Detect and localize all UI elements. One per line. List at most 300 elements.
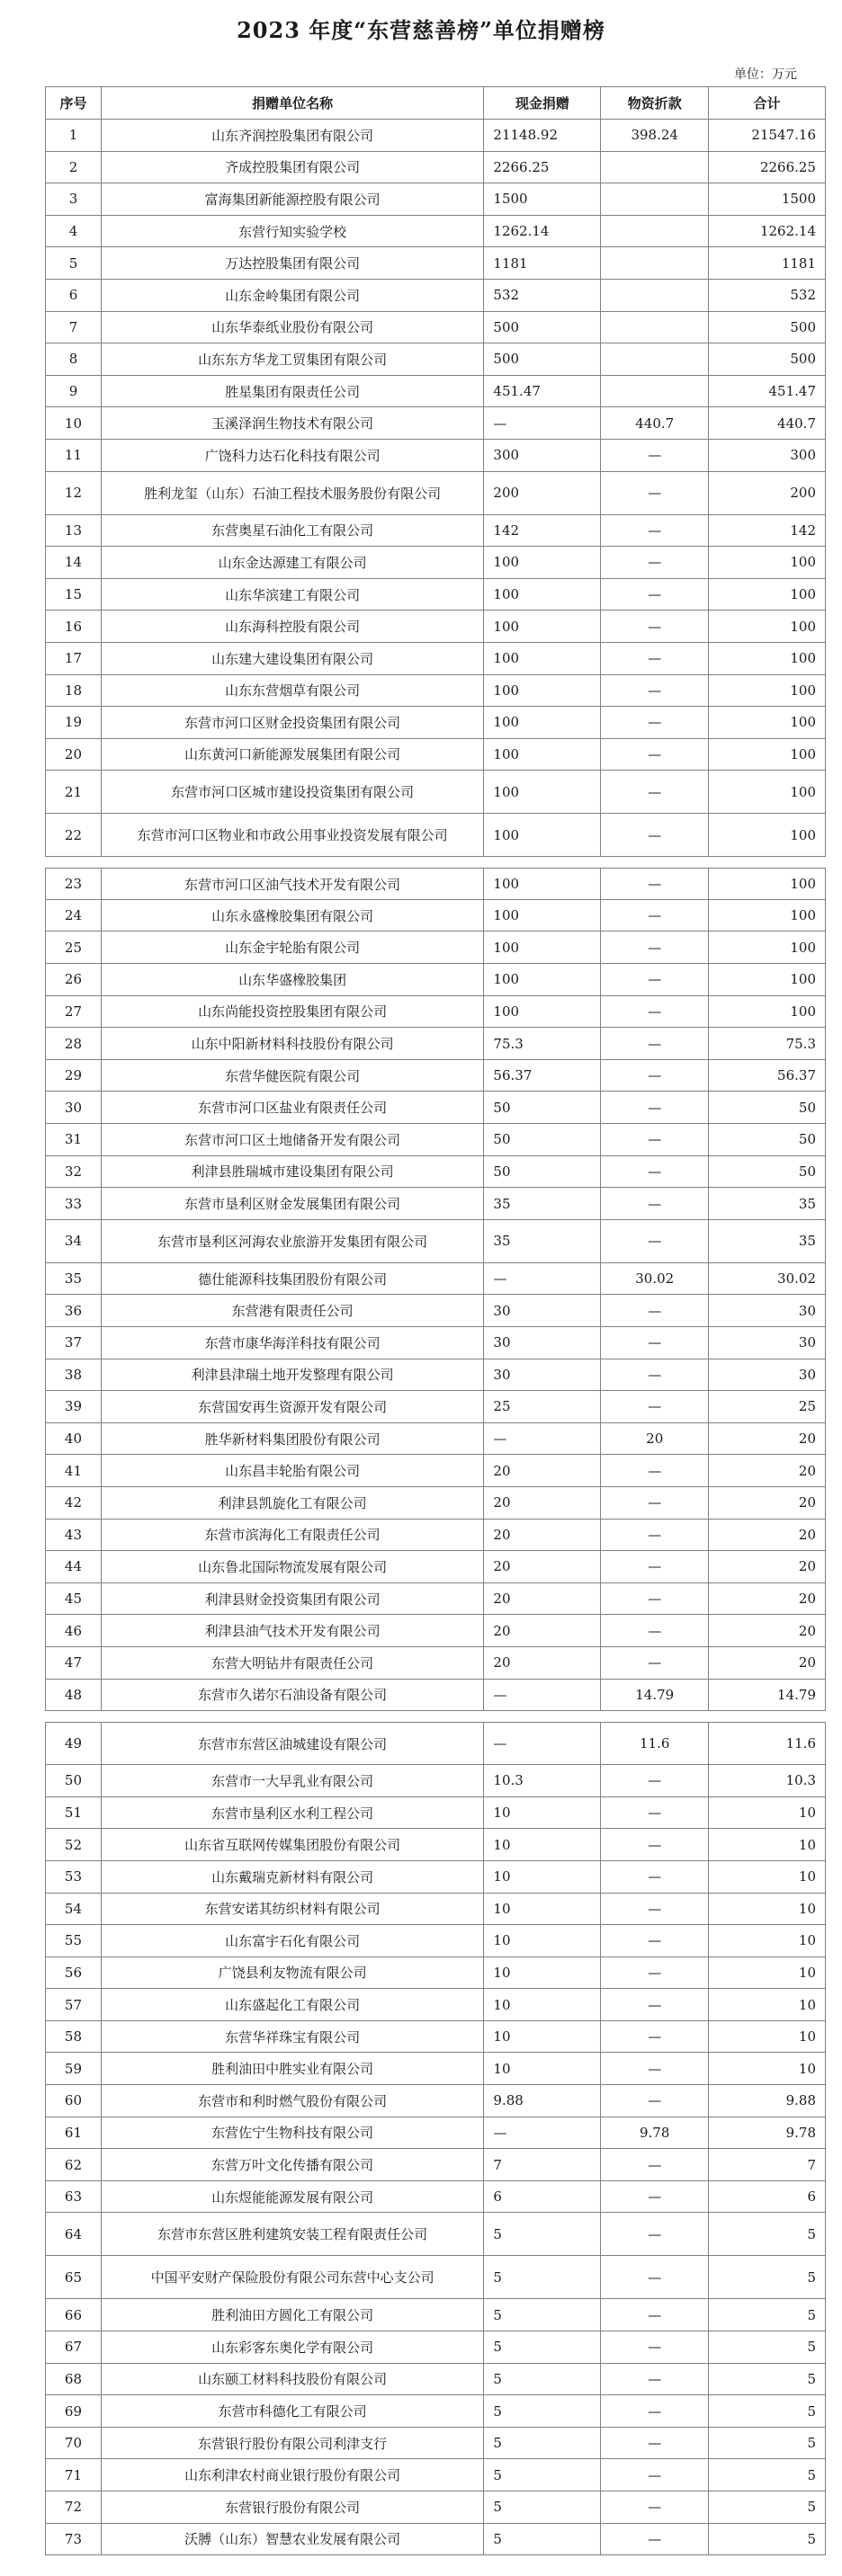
table-row — [45, 579, 826, 611]
row-total: 200 — [709, 472, 826, 514]
row-material: — — [601, 1583, 709, 1615]
table-row — [45, 1124, 826, 1156]
row-name: 东营安诺其纺织材料有限公司 — [102, 1894, 485, 1925]
table-row — [45, 1829, 826, 1861]
row-total: 75.3 — [709, 1028, 826, 1059]
row-material — [601, 183, 709, 215]
row-total: 1181 — [709, 247, 826, 279]
row-no: 55 — [46, 1925, 102, 1957]
table-row — [45, 152, 826, 184]
row-cash: 100 — [484, 900, 601, 931]
row-cash: 300 — [484, 440, 601, 471]
row-name: 富海集团新能源控股有限公司 — [102, 183, 485, 215]
row-no: 10 — [46, 407, 102, 439]
row-name: 东营市和利时燃气股份有限公司 — [102, 2085, 485, 2117]
row-cash: 75.3 — [484, 1028, 601, 1059]
row-material: — — [601, 515, 709, 547]
row-no: 11 — [46, 440, 102, 471]
row-cash: 5 — [484, 2395, 601, 2427]
row-cash: 20 — [484, 1615, 601, 1646]
row-name: 东营市一大早乳业有限公司 — [102, 1765, 485, 1796]
row-name: 山东省互联网传媒集团股份有限公司 — [102, 1829, 485, 1860]
table-row — [45, 964, 826, 996]
page-title: 2023 年度“东营慈善榜”单位捐赠榜 — [237, 17, 605, 43]
row-material: — — [601, 2524, 709, 2555]
table-row — [45, 247, 826, 280]
row-name: 沃膊（山东）智慧农业发展有限公司 — [102, 2524, 485, 2555]
row-no: 56 — [46, 1957, 102, 1989]
row-no: 59 — [46, 2053, 102, 2084]
row-no: 22 — [46, 814, 102, 856]
row-name: 东营奥星石油化工有限公司 — [102, 515, 485, 547]
row-total: 50 — [709, 1124, 826, 1155]
row-material — [601, 247, 709, 279]
row-total: 300 — [709, 440, 826, 471]
row-total: 2266.25 — [709, 152, 826, 183]
row-material: — — [601, 1220, 709, 1262]
row-cash: 7 — [484, 2149, 601, 2180]
row-cash: 1181 — [484, 247, 601, 279]
row-material: — — [601, 2459, 709, 2491]
header-cash: 现金捐赠 — [484, 87, 601, 119]
row-material: — — [601, 869, 709, 899]
row-cash: 10 — [484, 2053, 601, 2084]
table-row — [45, 2428, 826, 2460]
row-cash: 451.47 — [484, 376, 601, 407]
row-cash: 20 — [484, 1520, 601, 1551]
row-material: 11.6 — [601, 1723, 709, 1764]
table-row — [45, 1765, 826, 1797]
row-no: 41 — [46, 1455, 102, 1486]
row-total: 5 — [709, 2459, 826, 2491]
table-row — [45, 1359, 826, 1392]
row-no: 67 — [46, 2331, 102, 2363]
row-total: 100 — [709, 643, 826, 674]
row-no: 64 — [46, 2213, 102, 2255]
row-total: 5 — [709, 2364, 826, 2395]
row-name: 胜利油田中胜实业有限公司 — [102, 2053, 485, 2084]
row-no: 65 — [46, 2256, 102, 2298]
header-material: 物资折款 — [601, 87, 709, 119]
table-row — [45, 739, 826, 771]
row-no: 21 — [46, 771, 102, 813]
row-total: 5 — [709, 2395, 826, 2427]
row-no: 9 — [46, 376, 102, 407]
row-total: 25 — [709, 1391, 826, 1422]
row-name: 东营市科德化工有限公司 — [102, 2395, 485, 2427]
row-cash: 10.3 — [484, 1765, 601, 1796]
row-name: 东营市河口区物业和市政公用事业投资发展有限公司 — [102, 814, 485, 856]
row-material: — — [601, 1861, 709, 1893]
row-no: 69 — [46, 2395, 102, 2427]
row-material: 440.7 — [601, 407, 709, 439]
row-name: 东营银行股份有限公司利津支行 — [102, 2428, 485, 2459]
row-total: 10 — [709, 1894, 826, 1925]
row-cash: 35 — [484, 1220, 601, 1262]
table-row — [45, 1092, 826, 1124]
row-name: 胜利龙玺（山东）石油工程技术服务股份有限公司 — [102, 472, 485, 514]
row-no: 26 — [46, 964, 102, 995]
row-no: 48 — [46, 1680, 102, 1711]
row-no: 44 — [46, 1551, 102, 1582]
row-name: 万达控股集团有限公司 — [102, 247, 485, 279]
row-total: 30.02 — [709, 1263, 826, 1295]
row-cash: 5 — [484, 2491, 601, 2523]
row-material: — — [601, 2491, 709, 2523]
table-row — [45, 1156, 826, 1189]
table-row — [45, 280, 826, 312]
row-material — [601, 376, 709, 407]
row-cash: 20 — [484, 1551, 601, 1582]
header-name: 捐赠单位名称 — [102, 87, 485, 119]
row-material: — — [601, 739, 709, 771]
row-material: — — [601, 1092, 709, 1123]
row-material — [601, 312, 709, 343]
row-cash: 5 — [484, 2299, 601, 2331]
row-no: 32 — [46, 1156, 102, 1188]
table-row — [45, 996, 826, 1029]
row-total: 11.6 — [709, 1723, 826, 1764]
table-row — [45, 2053, 826, 2085]
row-total: 100 — [709, 707, 826, 738]
row-name: 利津县津瑞土地开发整理有限公司 — [102, 1359, 485, 1391]
row-total: 5 — [709, 2256, 826, 2298]
table-header-row — [45, 86, 826, 120]
row-no: 19 — [46, 707, 102, 738]
table-row — [45, 1551, 826, 1583]
row-material: — — [601, 1551, 709, 1582]
row-name: 齐成控股集团有限公司 — [102, 152, 485, 183]
row-cash: 532 — [484, 280, 601, 311]
table-row — [45, 2085, 826, 2117]
table-row — [45, 407, 826, 440]
row-material: — — [601, 1957, 709, 1989]
row-cash: 200 — [484, 472, 601, 514]
row-name: 东营华健医院有限公司 — [102, 1060, 485, 1092]
row-no: 52 — [46, 1829, 102, 1860]
row-no: 50 — [46, 1765, 102, 1796]
row-cash: 9.88 — [484, 2085, 601, 2117]
row-cash: 100 — [484, 579, 601, 611]
row-total: 20 — [709, 1551, 826, 1582]
row-no: 20 — [46, 739, 102, 771]
row-material: — — [601, 2053, 709, 2084]
row-material: — — [601, 1295, 709, 1326]
table-row — [45, 1188, 826, 1220]
table-row — [45, 1220, 826, 1263]
row-material — [601, 280, 709, 311]
row-name: 利津县财金投资集团有限公司 — [102, 1583, 485, 1615]
row-cash: — — [484, 1263, 601, 1295]
row-cash: 25 — [484, 1391, 601, 1422]
row-name: 山东利津农村商业银行股份有限公司 — [102, 2459, 485, 2491]
row-name: 利津县凯旋化工有限公司 — [102, 1487, 485, 1519]
row-total: 100 — [709, 579, 826, 611]
row-material — [601, 343, 709, 375]
row-cash: 30 — [484, 1359, 601, 1391]
row-total: 30 — [709, 1327, 826, 1359]
row-name: 山东东营烟草有限公司 — [102, 675, 485, 707]
row-name: 山东戴瑞克新材料有限公司 — [102, 1861, 485, 1893]
row-no: 54 — [46, 1894, 102, 1925]
table-row — [45, 643, 826, 675]
row-no: 1 — [46, 120, 102, 151]
table-row — [45, 2256, 826, 2299]
row-material: — — [601, 1391, 709, 1422]
row-cash: 30 — [484, 1295, 601, 1326]
row-material: 398.24 — [601, 120, 709, 151]
row-total: 100 — [709, 964, 826, 995]
row-no: 31 — [46, 1124, 102, 1155]
row-name: 东营市久诺尔石油设备有限公司 — [102, 1680, 485, 1711]
row-total: 100 — [709, 996, 826, 1028]
row-name: 东营市康华海洋科技有限公司 — [102, 1327, 485, 1359]
row-name: 山东中阳新材料科技股份有限公司 — [102, 1028, 485, 1059]
row-name: 山东华滨建工有限公司 — [102, 579, 485, 611]
row-name: 东营市东营区油城建设有限公司 — [102, 1723, 485, 1764]
row-total: 10.3 — [709, 1765, 826, 1796]
header-no: 序号 — [46, 87, 102, 119]
row-total: 10 — [709, 1861, 826, 1893]
row-total: 20 — [709, 1455, 826, 1486]
row-material: — — [601, 1615, 709, 1646]
row-material: — — [601, 2213, 709, 2255]
table-row — [45, 440, 826, 472]
table-row — [45, 515, 826, 548]
row-cash: 100 — [484, 611, 601, 642]
row-material: 9.78 — [601, 2117, 709, 2149]
row-material: — — [601, 1359, 709, 1391]
row-name: 东营佐宁生物科技有限公司 — [102, 2117, 485, 2149]
row-cash: 50 — [484, 1156, 601, 1188]
row-no: 46 — [46, 1615, 102, 1646]
row-total: 20 — [709, 1423, 826, 1455]
row-name: 东营港有限责任公司 — [102, 1295, 485, 1326]
row-cash: 100 — [484, 707, 601, 738]
row-no: 36 — [46, 1295, 102, 1326]
row-cash: 20 — [484, 1455, 601, 1486]
row-name: 山东盛起化工有限公司 — [102, 1989, 485, 2020]
row-name: 东营市垦利区河海农业旅游开发集团有限公司 — [102, 1220, 485, 1262]
row-cash: 5 — [484, 2256, 601, 2298]
row-material: 14.79 — [601, 1680, 709, 1711]
table-row — [45, 675, 826, 708]
row-total: 35 — [709, 1220, 826, 1262]
table-row — [45, 2149, 826, 2181]
row-no: 27 — [46, 996, 102, 1028]
row-material: — — [601, 707, 709, 738]
row-no: 43 — [46, 1520, 102, 1551]
row-name: 利津县胜瑞城市建设集团有限公司 — [102, 1156, 485, 1188]
row-total: 7 — [709, 2149, 826, 2180]
row-no: 25 — [46, 931, 102, 963]
row-material: — — [601, 931, 709, 963]
row-cash: 100 — [484, 771, 601, 813]
row-total: 100 — [709, 739, 826, 771]
row-total: 20 — [709, 1487, 826, 1519]
table-row — [45, 2364, 826, 2396]
row-no: 62 — [46, 2149, 102, 2180]
row-name: 玉溪泽润生物技术有限公司 — [102, 407, 485, 439]
row-name: 胜星集团有限责任公司 — [102, 376, 485, 407]
row-total: 5 — [709, 2428, 826, 2459]
table-row — [45, 707, 826, 739]
table-row — [45, 472, 826, 515]
row-cash: 2266.25 — [484, 152, 601, 183]
table-row — [45, 1647, 826, 1680]
row-name: 东营万叶文化传播有限公司 — [102, 2149, 485, 2180]
row-cash: 100 — [484, 814, 601, 856]
row-name: 东营行知实验学校 — [102, 216, 485, 247]
row-material — [601, 152, 709, 183]
row-no: 61 — [46, 2117, 102, 2149]
row-total: 20 — [709, 1647, 826, 1679]
row-total: 5 — [709, 2213, 826, 2255]
row-total: 30 — [709, 1295, 826, 1326]
row-cash: 21148.92 — [484, 120, 601, 151]
row-total: 5 — [709, 2299, 826, 2331]
row-no: 13 — [46, 515, 102, 547]
row-no: 18 — [46, 675, 102, 707]
row-total: 50 — [709, 1092, 826, 1123]
row-name: 山东海科控股有限公司 — [102, 611, 485, 642]
row-total: 532 — [709, 280, 826, 311]
row-name: 山东金宇轮胎有限公司 — [102, 931, 485, 963]
row-name: 山东建大建设集团有限公司 — [102, 643, 485, 674]
row-total: 100 — [709, 900, 826, 931]
row-cash: 5 — [484, 2428, 601, 2459]
row-total: 100 — [709, 547, 826, 578]
table-row — [45, 1583, 826, 1616]
table-row — [45, 547, 826, 579]
row-material: — — [601, 472, 709, 514]
table-row — [45, 1957, 826, 1990]
row-cash: 10 — [484, 1829, 601, 1860]
row-material: — — [601, 964, 709, 995]
row-name: 东营市垦利区水利工程公司 — [102, 1797, 485, 1829]
row-total: 10 — [709, 1925, 826, 1957]
row-name: 胜华新材料集团股份有限公司 — [102, 1423, 485, 1455]
table-row — [45, 611, 826, 643]
table-row — [45, 376, 826, 408]
row-no: 39 — [46, 1391, 102, 1422]
row-name: 东营市河口区盐业有限责任公司 — [102, 1092, 485, 1123]
row-material: — — [601, 1829, 709, 1860]
row-total: 20 — [709, 1615, 826, 1646]
table-row — [45, 1327, 826, 1359]
row-total: 100 — [709, 675, 826, 707]
row-material: — — [601, 1487, 709, 1519]
row-cash: 1500 — [484, 183, 601, 215]
table-row — [45, 1925, 826, 1957]
row-no: 66 — [46, 2299, 102, 2331]
table-row — [45, 2459, 826, 2491]
row-cash: 100 — [484, 931, 601, 963]
row-cash: 56.37 — [484, 1060, 601, 1092]
row-total: 1262.14 — [709, 216, 826, 247]
row-name: 广饶县利友物流有限公司 — [102, 1957, 485, 1989]
table-row — [45, 868, 826, 900]
row-cash: 5 — [484, 2364, 601, 2395]
row-name: 山东尚能投资控股集团有限公司 — [102, 996, 485, 1028]
row-no: 53 — [46, 1861, 102, 1893]
row-name: 中国平安财产保险股份有限公司东营中心支公司 — [102, 2256, 485, 2298]
row-no: 42 — [46, 1487, 102, 1519]
row-name: 东营市东营区胜利建筑安装工程有限责任公司 — [102, 2213, 485, 2255]
row-material: — — [601, 1989, 709, 2020]
row-name: 东营银行股份有限公司 — [102, 2491, 485, 2523]
row-cash: 10 — [484, 1894, 601, 1925]
row-total: 500 — [709, 343, 826, 375]
table-row — [45, 312, 826, 344]
row-name: 东营国安再生资源开发有限公司 — [102, 1391, 485, 1422]
table-row — [45, 1722, 826, 1765]
table-row — [45, 120, 826, 152]
row-cash: 100 — [484, 643, 601, 674]
table-row — [45, 1894, 826, 1926]
row-name: 广饶科力达石化科技有限公司 — [102, 440, 485, 471]
row-no: 33 — [46, 1188, 102, 1219]
row-no: 72 — [46, 2491, 102, 2523]
table-row — [45, 1455, 826, 1487]
table-row — [45, 216, 826, 248]
row-total: 10 — [709, 1989, 826, 2020]
row-total: 10 — [709, 2021, 826, 2053]
row-no: 30 — [46, 1092, 102, 1123]
table-row — [45, 2299, 826, 2331]
row-no: 28 — [46, 1028, 102, 1059]
row-total: 14.79 — [709, 1680, 826, 1711]
table-row — [45, 900, 826, 932]
row-name: 东营市河口区城市建设投资集团有限公司 — [102, 771, 485, 813]
row-total: 5 — [709, 2524, 826, 2555]
table-row — [45, 2021, 826, 2054]
row-no: 17 — [46, 643, 102, 674]
row-material: — — [601, 1124, 709, 1155]
table-row — [45, 2117, 826, 2150]
row-cash: 10 — [484, 2021, 601, 2053]
row-cash: 1262.14 — [484, 216, 601, 247]
row-total: 100 — [709, 771, 826, 813]
row-total: 35 — [709, 1188, 826, 1219]
row-total: 10 — [709, 1829, 826, 1860]
row-name: 山东鲁北国际物流发展有限公司 — [102, 1551, 485, 1582]
row-material: — — [601, 1156, 709, 1188]
row-name: 东营华祥珠宝有限公司 — [102, 2021, 485, 2053]
row-no: 38 — [46, 1359, 102, 1391]
table-row — [45, 1423, 826, 1456]
table-row — [45, 343, 826, 376]
row-material: — — [601, 1894, 709, 1925]
row-cash: — — [484, 407, 601, 439]
row-name: 东营市滨海化工有限责任公司 — [102, 1520, 485, 1551]
table-row — [45, 814, 826, 857]
row-name: 东营市河口区财金投资集团有限公司 — [102, 707, 485, 738]
row-name: 东营市河口区土地储备开发有限公司 — [102, 1124, 485, 1155]
table-row — [45, 1797, 826, 1830]
row-material: — — [601, 1797, 709, 1829]
table-row — [45, 931, 826, 964]
row-total: 9.78 — [709, 2117, 826, 2149]
row-total: 5 — [709, 2331, 826, 2363]
row-material: — — [601, 2299, 709, 2331]
row-name: 山东煜能能源发展有限公司 — [102, 2181, 485, 2213]
table-row — [45, 2491, 826, 2524]
row-name: 山东齐润控股集团有限公司 — [102, 120, 485, 151]
row-total: 500 — [709, 312, 826, 343]
row-total: 56.37 — [709, 1060, 826, 1092]
row-material: — — [601, 1925, 709, 1957]
